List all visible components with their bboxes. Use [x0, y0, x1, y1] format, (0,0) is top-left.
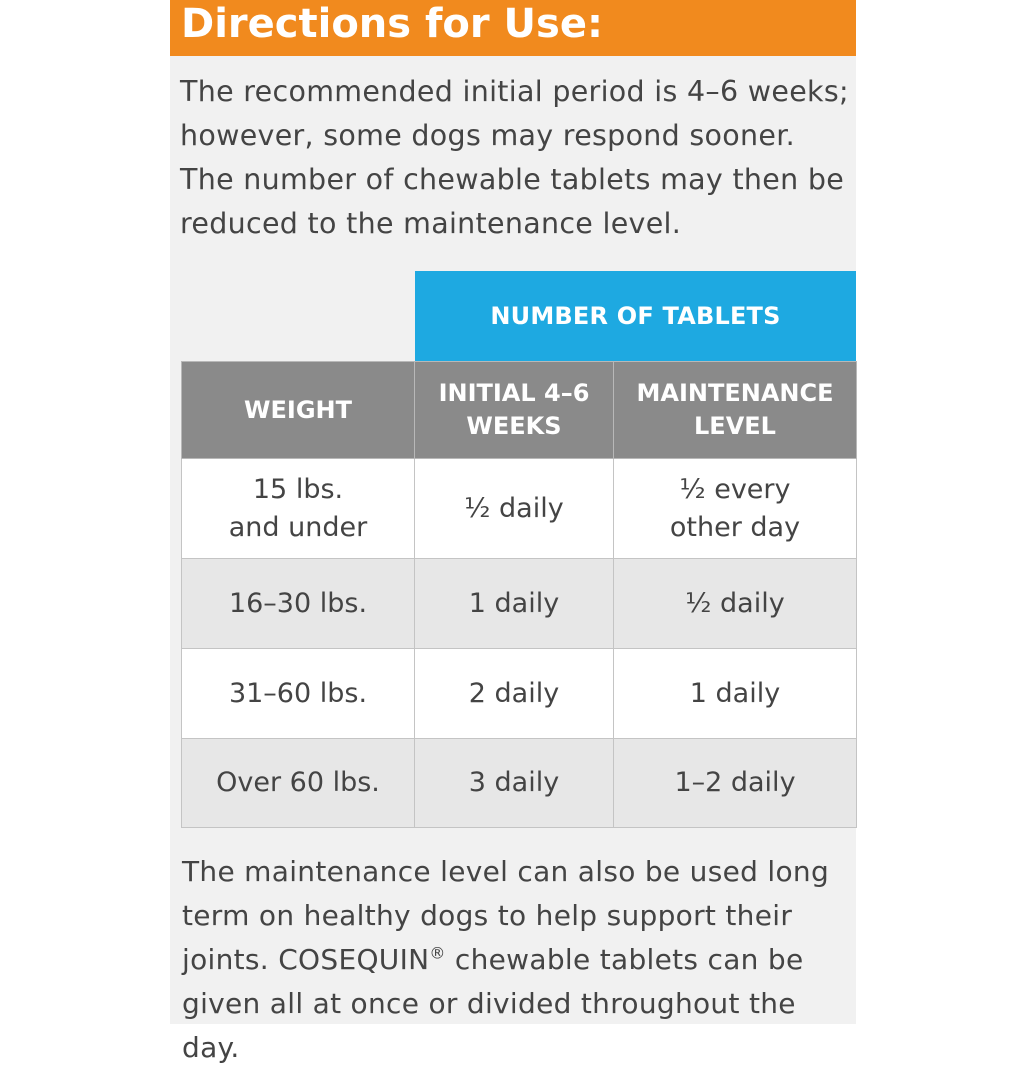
- initial-dose-cell: ½ daily: [415, 459, 614, 559]
- weight-cell: Over 60 lbs.: [182, 739, 415, 828]
- page-title: Directions for Use:: [181, 1, 603, 47]
- maintenance-note-text-end: chewable tablets can be given all at once or divided throughout the day.: [182, 943, 804, 1064]
- intro-paragraph: The recommended initial period is 4–6 weeks; however, some dogs may respond sooner. The number of chewable tablets may then be reduced to the maintenance level.: [180, 75, 849, 240]
- weight-cell: 15 lbs. and under: [182, 459, 415, 559]
- maintenance-dose-cell: ½ every other day: [614, 459, 857, 559]
- maintenance-dose-cell: ½ daily: [614, 559, 857, 649]
- table-row: [182, 739, 857, 828]
- weight-cell: 16–30 lbs.: [182, 559, 415, 649]
- column-header-initial: INITIAL 4–6 WEEKS: [415, 362, 614, 459]
- weight-cell: 31–60 lbs.: [182, 649, 415, 739]
- table-row: [182, 649, 857, 739]
- maintenance-note-text: The maintenance level can also be used long term on healthy dogs to help support their joints. COSEQUIN: [182, 855, 830, 976]
- initial-dose-cell: 1 daily: [415, 559, 614, 649]
- column-header-maintenance: MAINTENANCE LEVEL: [614, 362, 857, 459]
- initial-dose-cell: 3 daily: [415, 739, 614, 828]
- number-of-tablets-header: NUMBER OF TABLETS: [415, 271, 856, 361]
- table-header-row: [182, 362, 857, 459]
- header-band: [170, 0, 856, 56]
- maintenance-dose-cell: 1–2 daily: [614, 739, 857, 828]
- table-row: [182, 559, 857, 649]
- dosage-table: [181, 361, 857, 828]
- initial-dose-cell: 2 daily: [415, 649, 614, 739]
- maintenance-dose-cell: 1 daily: [614, 649, 857, 739]
- column-header-weight: WEIGHT: [182, 362, 415, 459]
- registered-mark: ®: [429, 943, 446, 963]
- table-row: [182, 459, 857, 559]
- directions-panel: [170, 0, 856, 1064]
- maintenance-note-paragraph: [182, 850, 856, 1070]
